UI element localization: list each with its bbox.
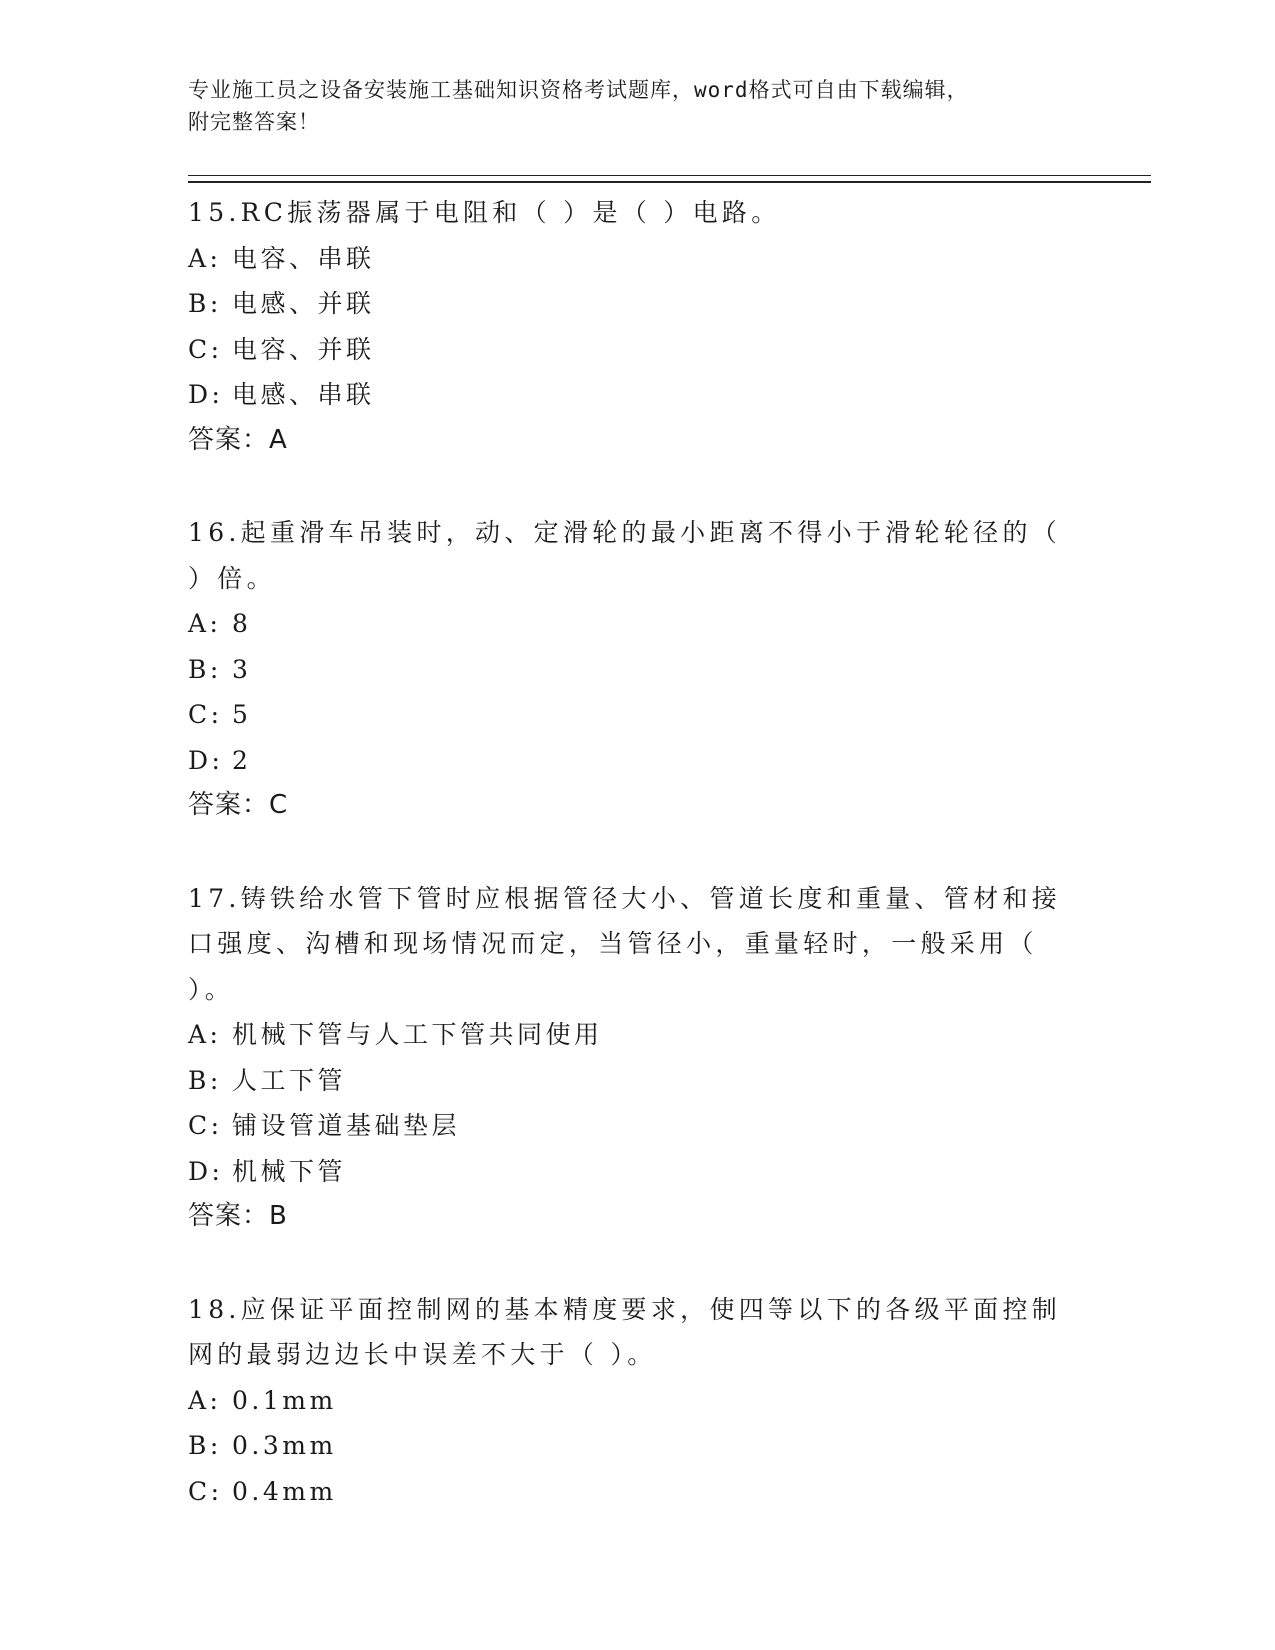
option-d (188, 372, 1068, 418)
option-letter: A: (188, 243, 222, 273)
option-text: 电容、串联 (232, 243, 375, 273)
option-letter: D: (188, 745, 224, 775)
option-d (188, 1149, 1068, 1195)
question-17 (188, 876, 1068, 1240)
option-a (188, 1012, 1068, 1058)
option-text: 电感、串联 (232, 380, 375, 409)
option-letter: A: (188, 1385, 222, 1415)
option-letter: D: (188, 1156, 224, 1186)
option-text: 机械下管 (232, 1156, 347, 1186)
option-text: 电感、并联 (232, 289, 375, 318)
answer-line: 答案：A (188, 424, 288, 455)
question-list (188, 190, 1068, 1561)
option-text: 0.4mm (232, 1476, 337, 1506)
question-16 (188, 510, 1068, 829)
answer-line: 答案：C (188, 790, 289, 820)
option-letter: C: (188, 1476, 223, 1506)
option-c (188, 692, 1068, 738)
option-letter: B: (188, 1065, 222, 1095)
option-a (188, 601, 1068, 647)
option-text: 3 (232, 654, 252, 684)
option-text: 人工下管 (232, 1065, 347, 1095)
header-line-1: 专业施工员之设备安装施工基础知识资格考试题库，word格式可自由下载编辑， (188, 78, 969, 102)
option-text: 0.1mm (232, 1385, 337, 1415)
option-a (188, 1378, 1068, 1424)
answer-line: 答案：B (188, 1201, 288, 1231)
option-text: 8 (232, 609, 252, 638)
option-b (188, 1423, 1068, 1469)
question-15 (188, 190, 1068, 463)
option-c (188, 1469, 1068, 1515)
option-text: 电容、并联 (232, 334, 375, 364)
option-b (188, 647, 1068, 693)
option-text: 机械下管与人工下管共同使用 (232, 1020, 603, 1049)
question-stem: 18.应保证平面控制网的基本精度要求，使四等以下的各级平面控制网的最弱边边长中误差不大于（ ）。 (188, 1294, 1062, 1369)
option-letter: B: (188, 289, 222, 318)
option-b (188, 281, 1068, 327)
header-rule-thin (188, 175, 1151, 176)
option-letter: C: (188, 334, 223, 364)
option-letter: C: (188, 1111, 223, 1140)
option-text: 2 (232, 745, 252, 775)
option-letter: A: (188, 1020, 222, 1049)
header-rule-thick (188, 181, 1151, 183)
option-text: 0.3mm (232, 1431, 337, 1460)
question-stem: 17.铸铁给水管下管时应根据管径大小、管道长度和重量、管材和接口强度、沟槽和现场情况而定，当管径小，重量轻时，一般采用（ ）。 (188, 883, 1062, 1004)
option-b (188, 1058, 1068, 1104)
option-letter: B: (188, 1431, 222, 1460)
document-header (188, 74, 1068, 138)
question-stem: 16.起重滑车吊装时，动、定滑轮的最小距离不得小于滑轮轮径的（ ）倍。 (188, 518, 1062, 593)
header-line-2: 附完整答案！ (188, 110, 320, 134)
option-a (188, 236, 1068, 282)
option-text: 5 (232, 700, 252, 729)
option-d (188, 738, 1068, 784)
option-letter: A: (188, 609, 222, 638)
option-letter: B: (188, 654, 222, 684)
option-text: 铺设管道基础垫层 (232, 1111, 461, 1140)
option-letter: C: (188, 700, 223, 729)
option-c (188, 1103, 1068, 1149)
option-letter: D: (188, 380, 224, 409)
question-stem: 15.RC振荡器属于电阻和（ ）是（ ）电路。 (188, 198, 781, 227)
option-c (188, 327, 1068, 373)
question-18 (188, 1287, 1068, 1515)
